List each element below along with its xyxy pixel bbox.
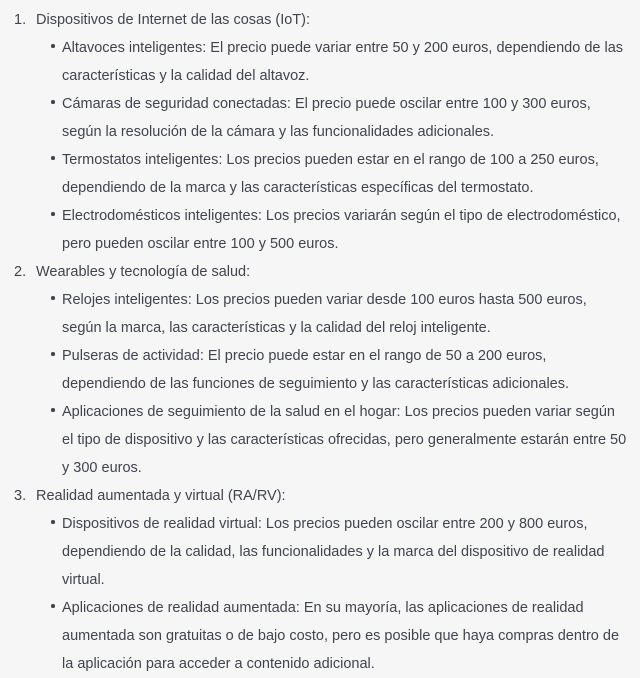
item-number: 1.: [14, 12, 27, 28]
bullet-icon: [51, 352, 55, 356]
item-number: 2.: [14, 264, 27, 280]
bullet-icon: [51, 604, 55, 608]
bullet-item: [0, 342, 640, 398]
bullet-list: [0, 510, 640, 678]
bullet-icon: [51, 296, 55, 300]
item-title: Wearables y tecnología de salud:: [36, 264, 251, 280]
bullet-icon: [51, 408, 55, 412]
bullet-item: [0, 202, 640, 258]
list-item-wearables: [0, 258, 640, 482]
item-title-row: [0, 6, 640, 34]
bullet-item: [0, 398, 640, 482]
bullet-icon: [51, 520, 55, 524]
bullet-text: Aplicaciones de realidad aumentada: En su mayoría, las aplicaciones de realidad aumentada son gratuitas o de bajo costo, pero es posible que haya compras dentro de la aplicación para acceder a contenido adicional.: [62, 600, 620, 672]
bullet-icon: [51, 100, 55, 104]
item-title: Realidad aumentada y virtual (RA/RV):: [36, 488, 286, 504]
numbered-list: [0, 6, 640, 678]
bullet-text: Relojes inteligentes: Los precios pueden variar desde 100 euros hasta 500 euros, según la marca, las características y la calidad del reloj inteligente.: [62, 292, 587, 336]
bullet-item: [0, 510, 640, 594]
bullet-text: Cámaras de seguridad conectadas: El precio puede oscilar entre 100 y 300 euros, según la resolución de la cámara y las funcionalidades adicionales.: [62, 96, 591, 140]
item-title-row: [0, 482, 640, 510]
bullet-list: [0, 34, 640, 258]
item-number: 3.: [14, 488, 27, 504]
bullet-icon: [51, 156, 55, 160]
bullet-text: Altavoces inteligentes: El precio puede variar entre 50 y 200 euros, dependiendo de las características y la calidad del altavoz.: [62, 40, 624, 84]
bullet-item: [0, 286, 640, 342]
bullet-item: [0, 90, 640, 146]
bullet-item: [0, 594, 640, 678]
bullet-list: [0, 286, 640, 482]
item-title: Dispositivos de Internet de las cosas (IoT):: [36, 12, 311, 28]
list-item-iot: [0, 6, 640, 258]
bullet-text: Aplicaciones de seguimiento de la salud en el hogar: Los precios pueden variar según el tipo de dispositivo y las características ofrecidas, pero generalmente estarán entre 50 y 300 euros.: [62, 404, 627, 476]
bullet-icon: [51, 44, 55, 48]
bullet-text: Electrodomésticos inteligentes: Los precios variarán según el tipo de electrodoméstico, pero pueden oscilar entre 100 y 500 euros.: [62, 208, 621, 252]
bullet-text: Dispositivos de realidad virtual: Los precios pueden oscilar entre 200 y 800 euros, dependiendo de la calidad, las funcionalidades y la marca del dispositivo de realidad virtual.: [62, 516, 605, 588]
bullet-text: Termostatos inteligentes: Los precios pueden estar en el rango de 100 a 250 euros, dependiendo de la marca y las características específicas del termostato.: [62, 152, 599, 196]
item-title-row: [0, 258, 640, 286]
list-item-ar-vr: [0, 482, 640, 678]
bullet-item: [0, 146, 640, 202]
bullet-text: Pulseras de actividad: El precio puede estar en el rango de 50 a 200 euros, dependiendo de las funciones de seguimiento y las características adicionales.: [62, 348, 570, 392]
bullet-icon: [51, 212, 55, 216]
bullet-item: [0, 34, 640, 90]
